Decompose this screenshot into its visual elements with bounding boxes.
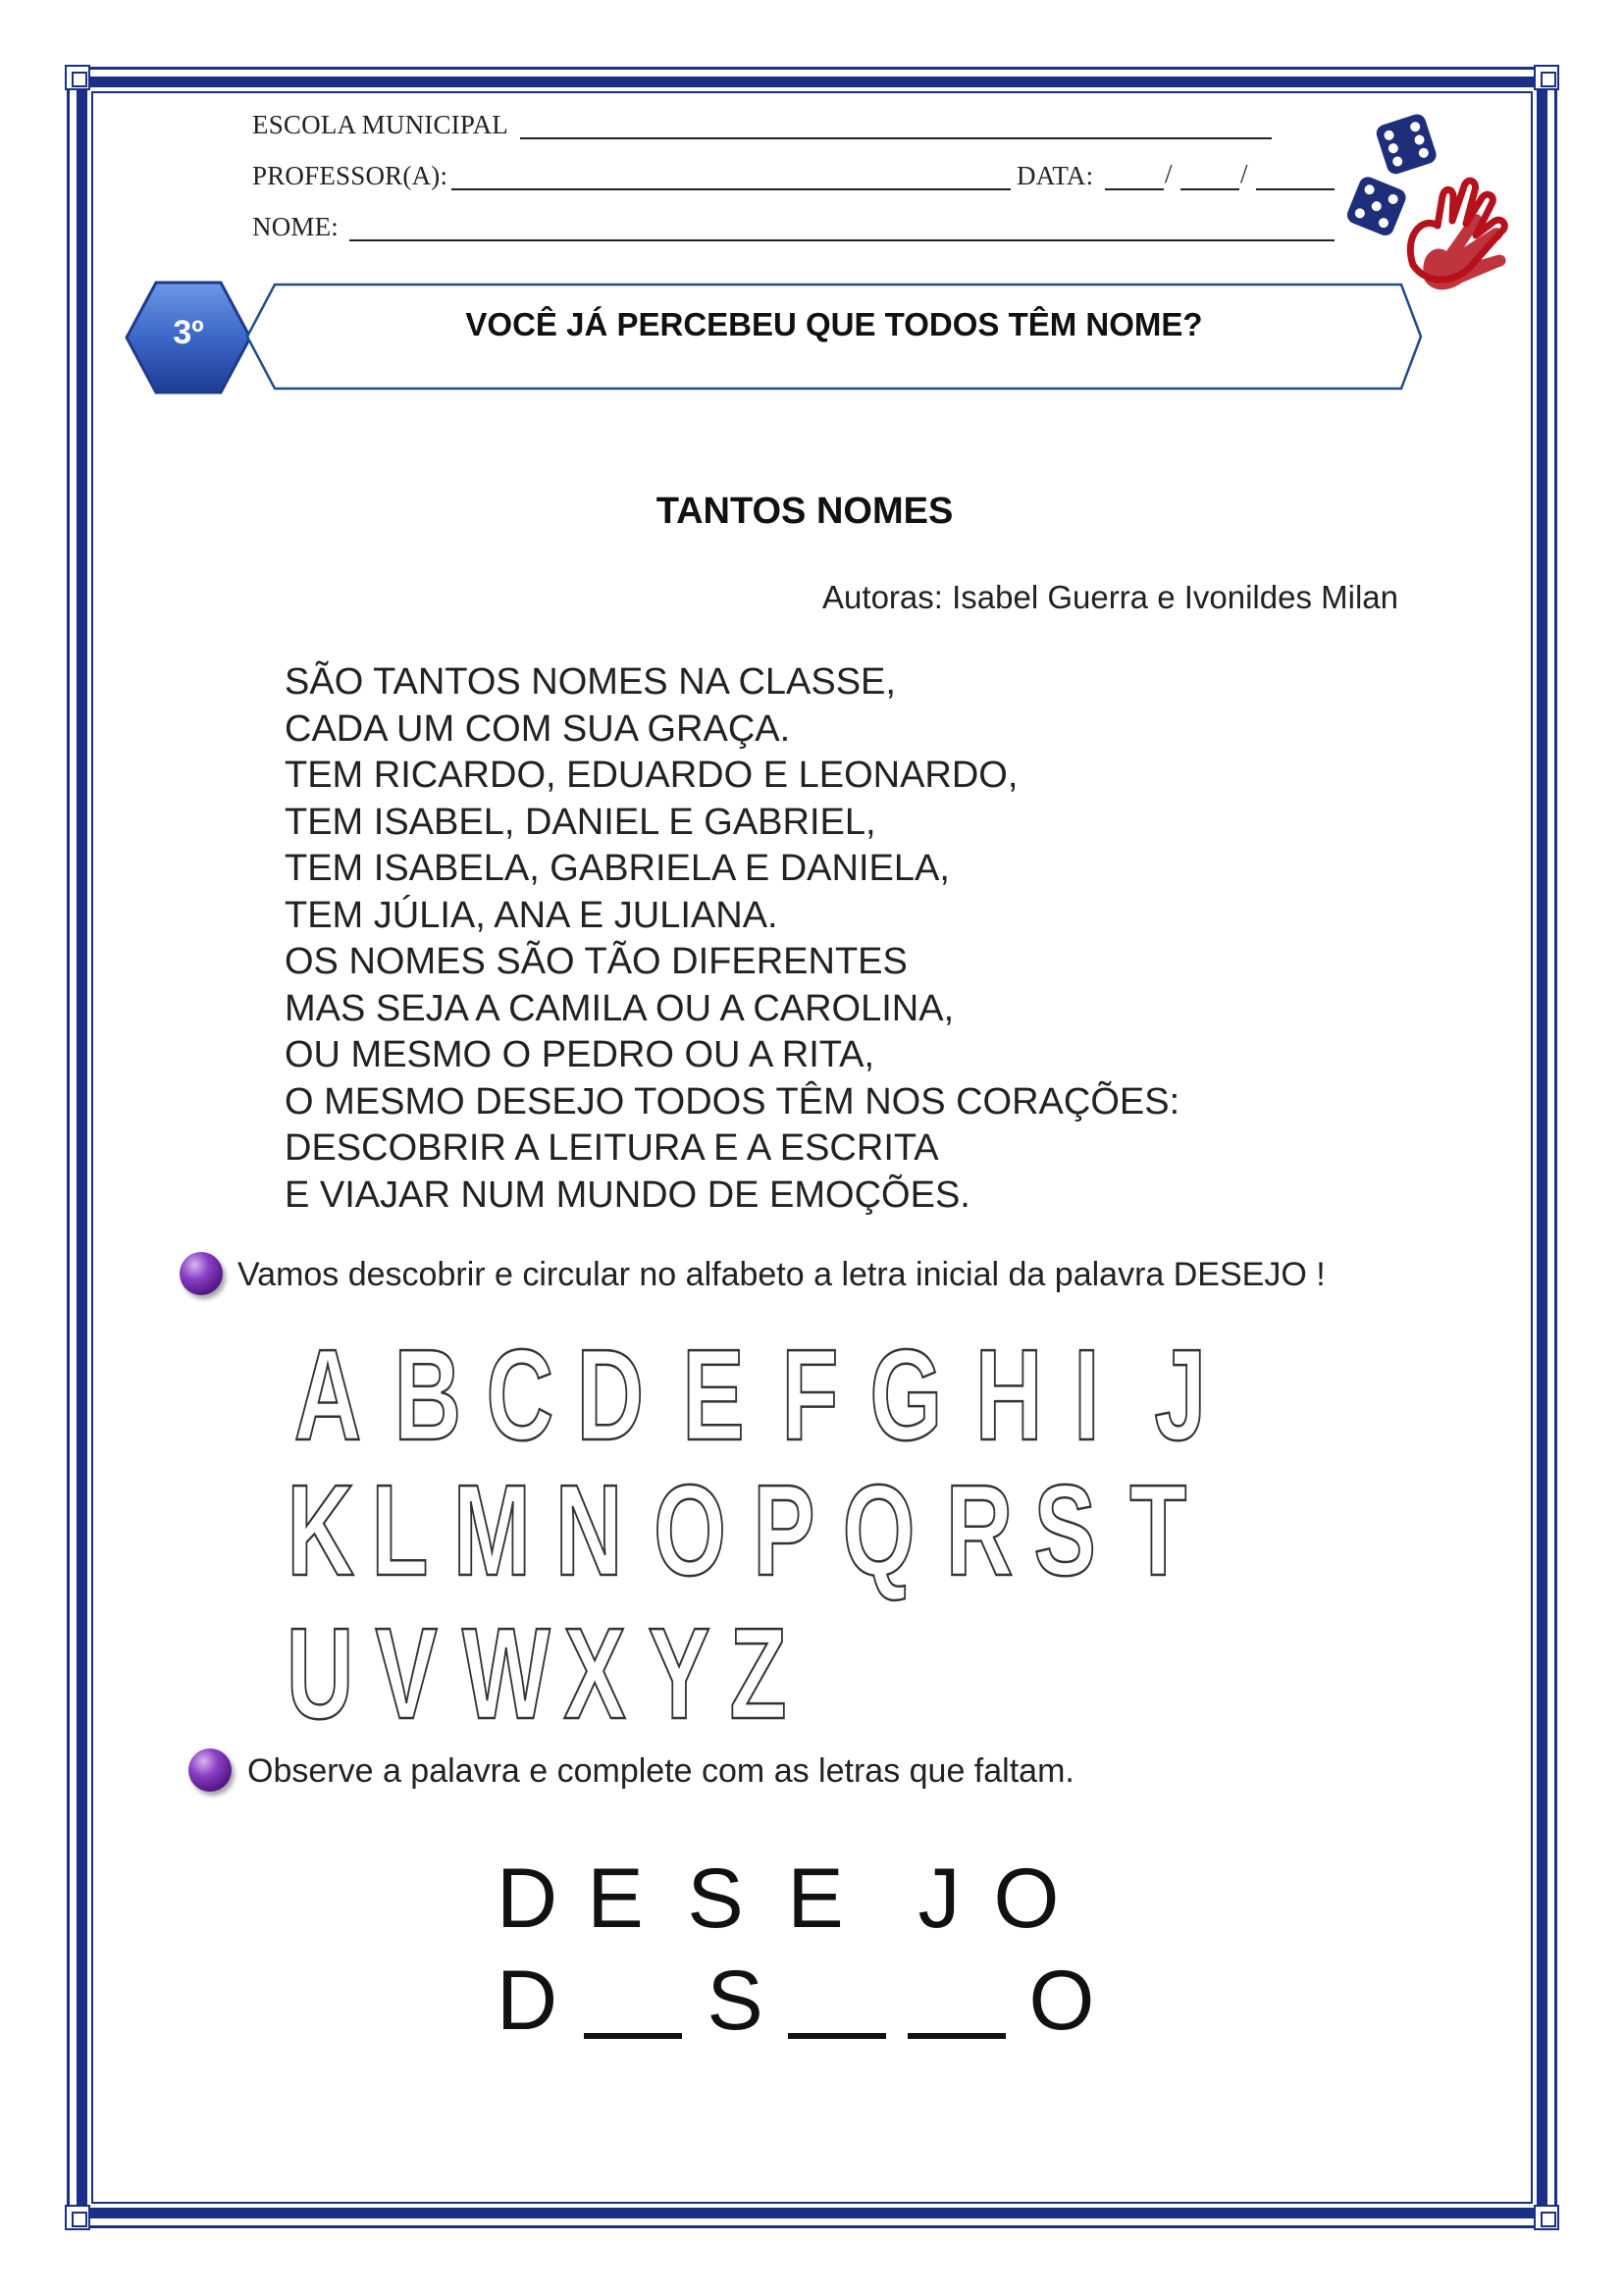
blank-letter-field[interactable] — [584, 2033, 682, 2039]
incomplete-word — [496, 1953, 1096, 2050]
poem-line: TEM ISABELA, GABRIELA E DANIELA, — [285, 848, 950, 889]
alphabet-letter[interactable]: G — [869, 1323, 943, 1467]
alphabet-row-2 — [277, 1458, 1187, 1602]
alphabet-letter[interactable]: I — [1074, 1323, 1100, 1467]
alphabet-letter[interactable]: K — [287, 1458, 354, 1602]
poem-line: OS NOMES SÃO TÃO DIFERENTES — [285, 941, 908, 982]
word-letter: S — [687, 1852, 744, 1946]
alphabet-letter[interactable]: Z — [729, 1601, 787, 1746]
corner-ornament-top-right — [1534, 65, 1559, 90]
alphabet-letter[interactable]: X — [563, 1601, 626, 1746]
alphabet-letter[interactable]: Y — [648, 1601, 710, 1746]
date-month-field[interactable] — [1180, 188, 1239, 190]
activity2-instruction: Observe a palavra e complete com as letras que faltam. — [247, 1752, 1074, 1790]
word-letter: D — [496, 1954, 558, 2048]
poem-line: DESCOBRIR A LEITURA E A ESCRITA — [285, 1127, 939, 1169]
alphabet-letter[interactable]: N — [554, 1458, 623, 1602]
word-letter: S — [707, 1954, 763, 2048]
alphabet-letter[interactable]: P — [753, 1458, 815, 1602]
poem-authors: Autoras: Isabel Guerra e Ivonildes Milan — [822, 579, 1398, 615]
word-letter: E — [787, 1852, 844, 1946]
alphabet-letter[interactable]: F — [781, 1323, 839, 1467]
model-word — [496, 1851, 1061, 1948]
alphabet-letter[interactable]: S — [1033, 1458, 1096, 1602]
date-year-field[interactable] — [1256, 188, 1335, 190]
activity1-instruction: Vamos descobrir e circular no alfabeto a letra inicial da palavra DESEJO ! — [237, 1256, 1326, 1293]
poem-line: CADA UM COM SUA GRAÇA. — [285, 707, 791, 750]
alphabet-letter[interactable]: A — [293, 1323, 362, 1467]
word-letter: J — [917, 1852, 961, 1946]
alphabet-letter[interactable]: U — [286, 1601, 354, 1746]
poem-line: SÃO TANTOS NOMES NA CLASSE, — [285, 661, 896, 703]
school-label: ESCOLA MUNICIPAL — [252, 110, 508, 139]
poem-line: TEM RICARDO, EDUARDO E LEONARDO, — [285, 755, 1019, 796]
alphabet-letter[interactable]: B — [393, 1323, 462, 1467]
alphabet-letter[interactable]: C — [486, 1323, 554, 1467]
alphabet-letter[interactable]: H — [974, 1323, 1043, 1467]
alphabet-letter[interactable]: Q — [842, 1458, 916, 1602]
bullet-sphere-icon — [180, 1252, 223, 1295]
date-label: DATA: — [1017, 161, 1094, 190]
word-letter: O — [1028, 1954, 1095, 2048]
alphabet-row-3 — [277, 1601, 787, 1746]
corner-ornament-bottom-right — [1534, 2205, 1559, 2230]
alphabet-letter[interactable]: J — [1154, 1323, 1207, 1467]
date-separator: / — [1165, 159, 1173, 188]
poem-line: E VIAJAR NUM MUNDO DE EMOÇÕES. — [285, 1174, 970, 1216]
teacher-label: PROFESSOR(A): — [252, 161, 448, 190]
poem-line: TEM JÚLIA, ANA E JULIANA. — [285, 894, 778, 936]
poem-line: OU MESMO O PEDRO OU A RITA, — [285, 1034, 875, 1075]
alphabet-row-1 — [277, 1323, 1207, 1467]
school-field[interactable] — [520, 137, 1272, 139]
alphabet-letter[interactable]: L — [371, 1458, 429, 1602]
alphabet-letter[interactable]: O — [654, 1458, 727, 1602]
corner-ornament-bottom-left — [65, 2205, 90, 2230]
alphabet-letter[interactable]: R — [945, 1458, 1014, 1602]
alphabet-letter[interactable]: T — [1129, 1458, 1187, 1602]
grade-badge: 3º — [173, 314, 204, 351]
alphabet-letter[interactable]: D — [576, 1323, 645, 1467]
corner-ornament-top-left — [65, 65, 90, 90]
word-letter: O — [993, 1852, 1060, 1946]
alphabet-letter[interactable]: M — [452, 1458, 531, 1602]
dice-hands-logo-icon — [1344, 108, 1521, 304]
alphabet-letter[interactable]: W — [461, 1601, 550, 1746]
page-title: VOCÊ JÁ PERCEBEU QUE TODOS TÊM NOME? — [465, 306, 1203, 342]
word-letter: E — [587, 1852, 644, 1946]
name-field[interactable] — [349, 239, 1335, 241]
poem-line: TEM ISABEL, DANIEL E GABRIEL, — [285, 801, 876, 843]
teacher-field[interactable] — [451, 188, 1011, 190]
name-label: NOME: — [252, 212, 339, 241]
blank-letter-field[interactable] — [908, 2033, 1006, 2039]
poem-line: MAS SEJA A CAMILA OU A CAROLINA, — [285, 987, 955, 1029]
date-day-field[interactable] — [1105, 188, 1164, 190]
bullet-sphere-icon — [188, 1748, 232, 1792]
poem-line: O MESMO DESEJO TODOS TÊM NOS CORAÇÕES: — [285, 1080, 1180, 1122]
blank-letter-field[interactable] — [788, 2033, 886, 2039]
poem-text — [285, 659, 1179, 1219]
alphabet-letter[interactable]: E — [682, 1323, 745, 1467]
alphabet-letter[interactable]: V — [375, 1601, 438, 1746]
word-letter: D — [496, 1852, 558, 1946]
poem-title: TANTOS NOMES — [655, 491, 954, 532]
date-separator: / — [1240, 159, 1248, 188]
